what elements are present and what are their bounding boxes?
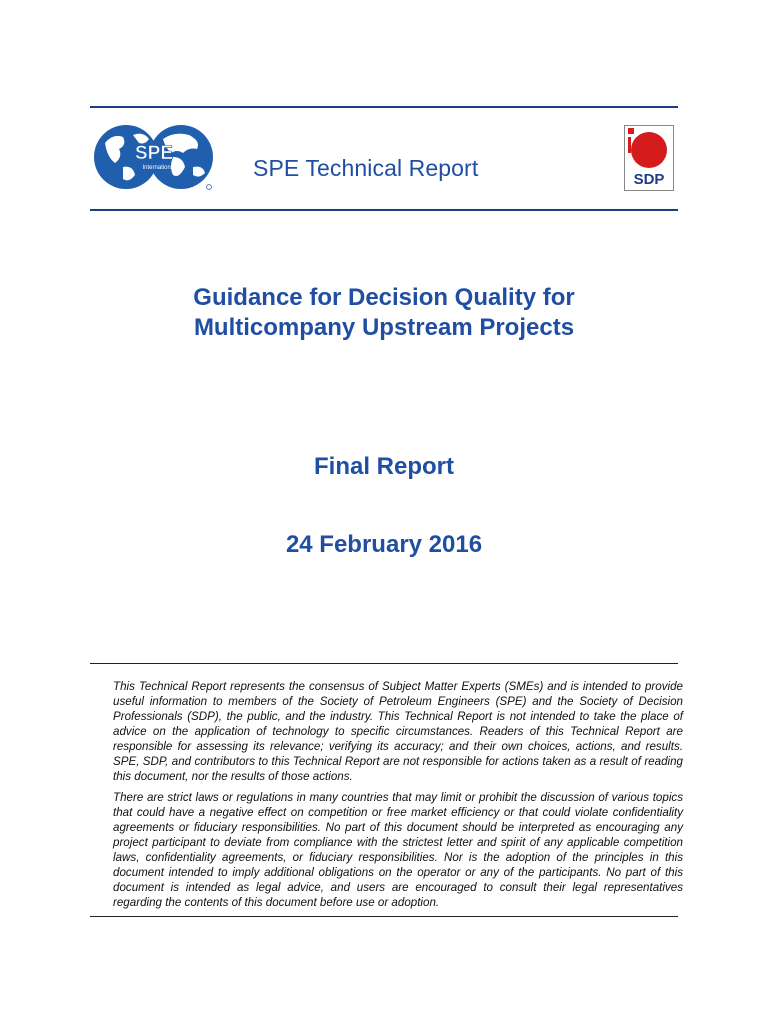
spe-international-logo bbox=[93, 123, 215, 193]
report-type: Final Report bbox=[313, 453, 454, 480]
document-title-line1: Guidance for Decision Quality for bbox=[193, 284, 575, 311]
disclaimer-paragraph-2: There are strict laws or regulations in many countries that may limit or prohibit the discussion of various topics that could have a negative effect on competition or free market efficiency or that could violate confidentiality agreements or fiduciary responsibilities. No part of this document should be interpreted as encouraging any project participant to deviate from compliance with the strictest letter and spirit of any applicable competition laws, confidentiality agreements, or fiduciary responsibilities. Nor is the adoption of the principles in this document intended to imply additional obligations on the operator or any of the participants. No part of this document is intended as legal advice, and users are encouraged to consult their legal representatives regarding the contents of this document before use or adoption. bbox=[113, 791, 683, 909]
sdp-logo bbox=[624, 125, 674, 191]
spe-logo-subtext: International bbox=[142, 165, 176, 171]
disclaimer-top-rule bbox=[90, 663, 678, 664]
disclaimer-paragraph-1: This Technical Report represents the consensus of Subject Matter Experts (SMEs) and is intended to provide useful information to members of the Society of Petroleum Engineers (SPE) and the Society of Decision Professionals (SDP), the public, and the industry. This Technical Report is not intended to take the place of advice on the application of technology to specific circumstances. Readers of this Technical Report are responsible for assessing its relevance; verifying its accuracy; and their own choices, actions, and results. SPE, SDP, and contributors to this Technical Report are not responsible for actions taken as a result of reading this document, nor the results of those actions. bbox=[113, 680, 683, 783]
document-title-line2: Multicompany Upstream Projects bbox=[193, 314, 575, 341]
header-bottom-rule bbox=[90, 209, 678, 211]
sdp-logo-text: SDP bbox=[633, 171, 665, 188]
disclaimer-bottom-rule bbox=[90, 916, 678, 917]
spe-logo-text: SPE bbox=[134, 143, 174, 164]
header-top-rule bbox=[90, 106, 678, 108]
report-date: 24 February 2016 bbox=[285, 531, 483, 558]
report-series-title: SPE Technical Report bbox=[253, 155, 479, 181]
